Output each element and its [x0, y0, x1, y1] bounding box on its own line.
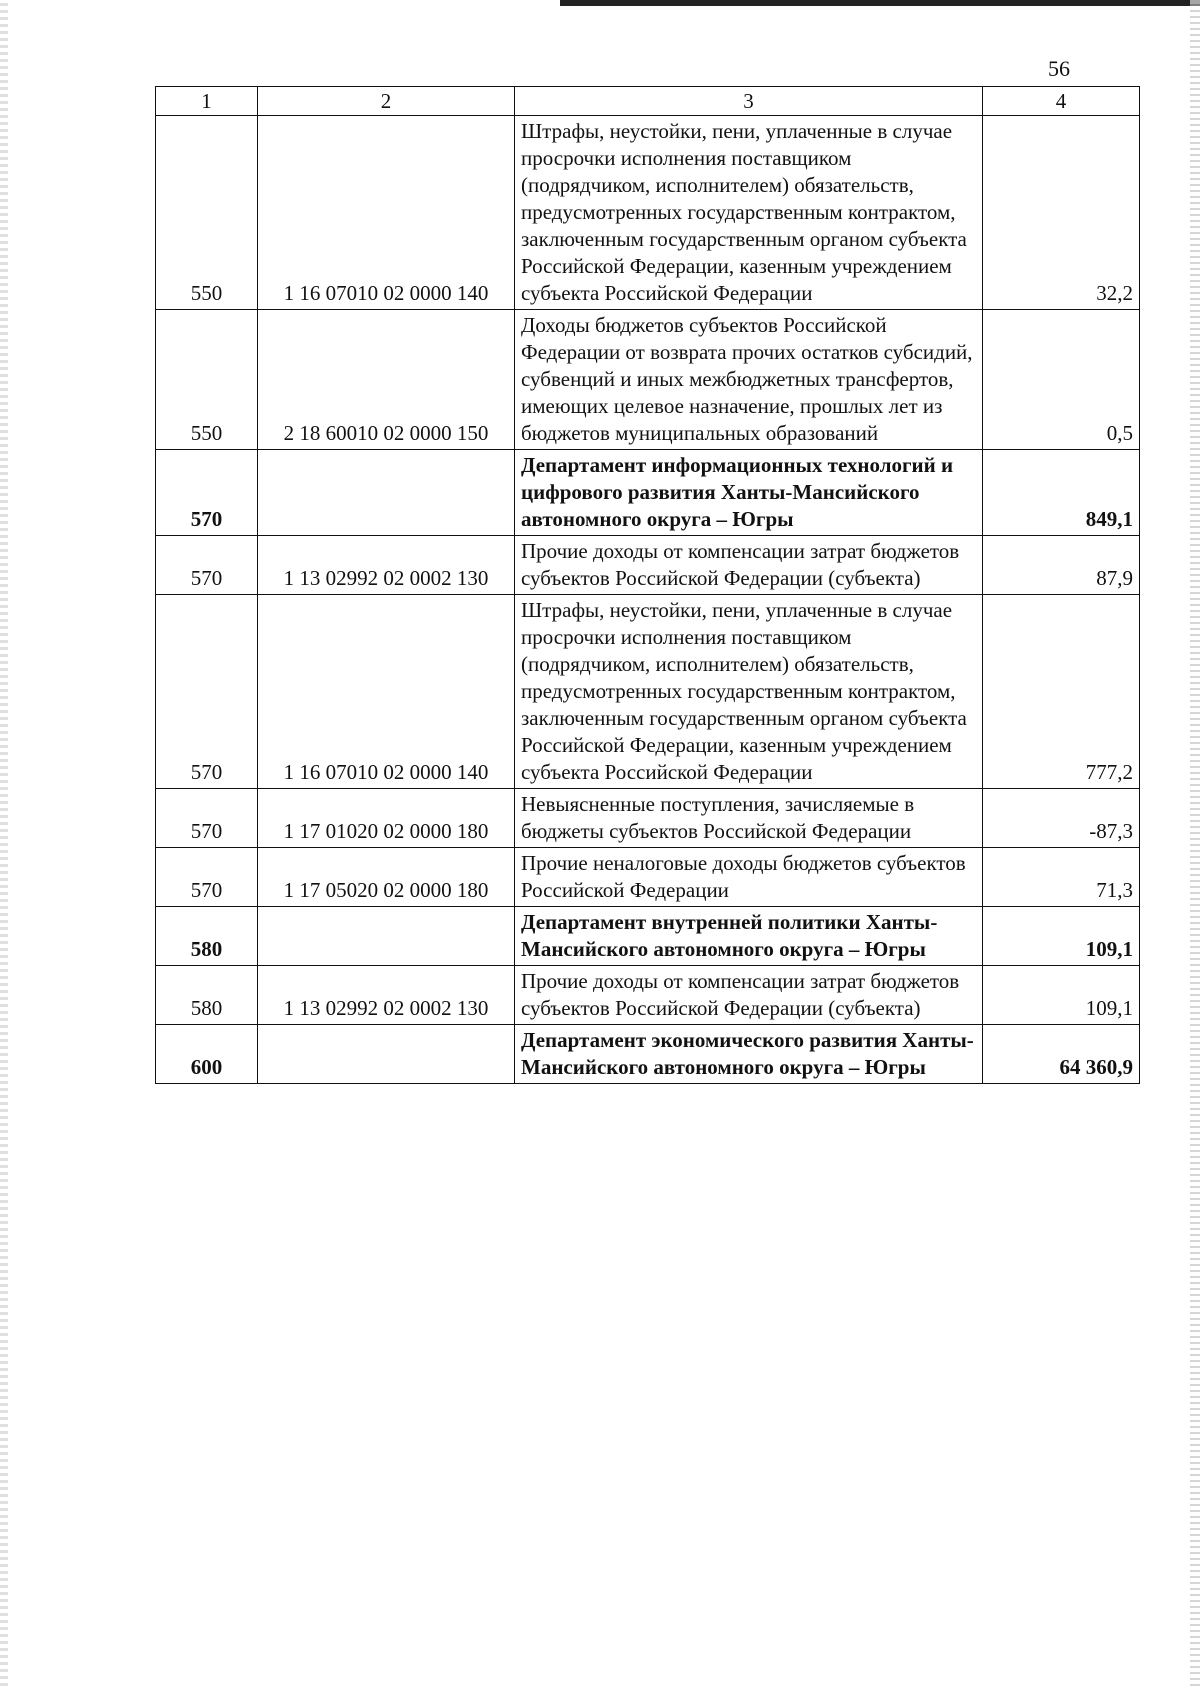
table-row [156, 907, 1140, 966]
cell-amount: 849,1 [983, 450, 1140, 536]
cell-revenue-code [258, 907, 515, 966]
cell-amount: 64 360,9 [983, 1025, 1140, 1084]
cell-amount: -87,3 [983, 789, 1140, 848]
cell-description: Департамент экономического развития Ханты-Мансийского автономного округа – Югры [515, 1025, 983, 1084]
cell-description: Департамент внутренней политики Ханты-Мансийского автономного округа – Югры [515, 907, 983, 966]
table-row [156, 1025, 1140, 1084]
cell-revenue-code: 1 16 07010 02 0000 140 [258, 595, 515, 789]
cell-revenue-code [258, 1025, 515, 1084]
cell-description: Штрафы, неустойки, пени, уплаченные в случае просрочки исполнения поставщиком (подрядчиком, исполнителем) обязательств, предусмотренных государственным контрактом, заключенным государственным органом субъекта Российской Федерации, казенным учреждением субъекта Российской Федерации [515, 595, 983, 789]
cell-admin-code: 600 [156, 1025, 258, 1084]
cell-description: Штрафы, неустойки, пени, уплаченные в случае просрочки исполнения поставщиком (подрядчиком, исполнителем) обязательств, предусмотренных государственным контрактом, заключенным государственным органом субъекта Российской Федерации, казенным учреждением субъекта Российской Федерации [515, 116, 983, 310]
cell-revenue-code: 1 13 02992 02 0002 130 [258, 966, 515, 1025]
cell-amount: 109,1 [983, 907, 1140, 966]
table-row [156, 536, 1140, 595]
table-row [156, 450, 1140, 536]
scan-left-edge [0, 0, 8, 1686]
cell-revenue-code: 1 13 02992 02 0002 130 [258, 536, 515, 595]
cell-description: Департамент информационных технологий и цифрового развития Ханты-Мансийского автономного округа – Югры [515, 450, 983, 536]
cell-admin-code: 570 [156, 536, 258, 595]
table-row [156, 310, 1140, 450]
cell-revenue-code: 2 18 60010 02 0000 150 [258, 310, 515, 450]
cell-description: Доходы бюджетов субъектов Российской Федерации от возврата прочих остатков субсидий, субвенций и иных межбюджетных трансфертов, имеющих целевое назначение, прошлых лет из бюджетов муниципальных образований [515, 310, 983, 450]
header-col-3: 3 [515, 87, 983, 116]
table-row [156, 116, 1140, 310]
cell-revenue-code: 1 17 01020 02 0000 180 [258, 789, 515, 848]
cell-revenue-code: 1 17 05020 02 0000 180 [258, 848, 515, 907]
cell-description: Прочие доходы от компенсации затрат бюджетов субъектов Российской Федерации (субъекта) [515, 966, 983, 1025]
scan-right-edge [1190, 0, 1200, 1686]
cell-admin-code: 570 [156, 848, 258, 907]
header-col-2: 2 [258, 87, 515, 116]
cell-admin-code: 580 [156, 907, 258, 966]
cell-amount: 32,2 [983, 116, 1140, 310]
cell-admin-code: 580 [156, 966, 258, 1025]
cell-amount: 87,9 [983, 536, 1140, 595]
table-row [156, 966, 1140, 1025]
header-col-4: 4 [983, 87, 1140, 116]
cell-description: Прочие неналоговые доходы бюджетов субъектов Российской Федерации [515, 848, 983, 907]
table-row [156, 595, 1140, 789]
cell-revenue-code: 1 16 07010 02 0000 140 [258, 116, 515, 310]
cell-amount: 777,2 [983, 595, 1140, 789]
scan-top-edge [560, 0, 1200, 6]
page-number: 56 [1048, 56, 1070, 81]
cell-amount: 109,1 [983, 966, 1140, 1025]
table-body [156, 116, 1140, 1084]
cell-admin-code: 550 [156, 310, 258, 450]
cell-description: Прочие доходы от компенсации затрат бюджетов субъектов Российской Федерации (субъекта) [515, 536, 983, 595]
cell-admin-code: 550 [156, 116, 258, 310]
cell-admin-code: 570 [156, 450, 258, 536]
cell-amount: 71,3 [983, 848, 1140, 907]
cell-admin-code: 570 [156, 789, 258, 848]
table-row [156, 848, 1140, 907]
header-col-1: 1 [156, 87, 258, 116]
budget-table [155, 86, 1140, 1084]
cell-description: Невыясненные поступления, зачисляемые в бюджеты субъектов Российской Федерации [515, 789, 983, 848]
table-header-row [156, 87, 1140, 116]
cell-admin-code: 570 [156, 595, 258, 789]
table-row [156, 789, 1140, 848]
cell-revenue-code [258, 450, 515, 536]
cell-amount: 0,5 [983, 310, 1140, 450]
